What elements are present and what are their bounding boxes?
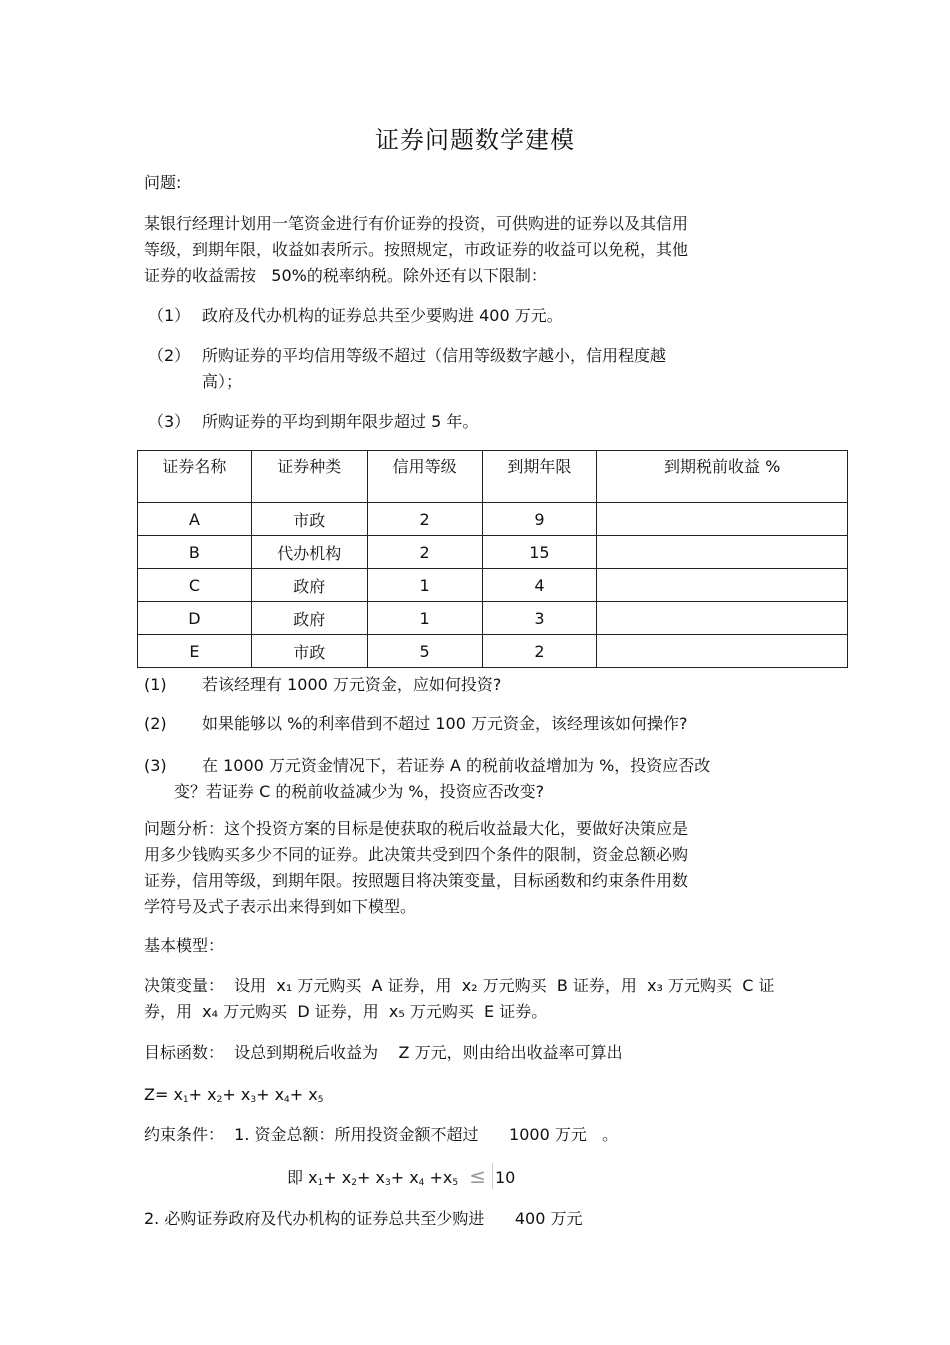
question-text: 在 1000 万元资金情况下，若证券 A 的税前收益增加为 %，投资应否改 xyxy=(202,756,711,775)
securities-table xyxy=(137,450,848,668)
objective-formula: $Z= x_1+ x_2+ x_3+ x_4+ x_5$ xyxy=(144,1085,324,1105)
cell-maturity: 9 xyxy=(482,503,597,536)
objective-paragraph: 目标函数： 设总到期税后收益为 Z 万元，则由给出收益率可算出 xyxy=(144,1043,623,1062)
cell-credit: 5 xyxy=(367,635,482,668)
header-yield: 到期税前收益 % xyxy=(597,451,848,503)
cell-yield xyxy=(597,602,848,635)
cell-type: 政府 xyxy=(251,569,367,602)
header-maturity: 到期年限 xyxy=(482,451,597,503)
question-number: (1) xyxy=(144,675,167,694)
table-row xyxy=(138,503,848,536)
basic-model-heading: 基本模型： xyxy=(144,936,225,955)
cell-credit: 2 xyxy=(367,503,482,536)
question-text: 若该经理有 1000 万元资金，应如何投资? xyxy=(202,675,502,694)
constraint-2-line: 2. 必购证券政府及代办机构的证券总共至少购进 400 万元 xyxy=(144,1209,583,1228)
cell-name: D xyxy=(138,602,252,635)
question-text-continued: 变？若证券 C 的税前收益减少为 %，投资应否改变? xyxy=(174,782,545,801)
cell-maturity: 3 xyxy=(482,602,597,635)
leq-symbol: ≤ xyxy=(463,1163,493,1189)
table-row xyxy=(138,635,848,668)
formula-term: $x_5$ xyxy=(308,1085,324,1105)
formula-term: $x_4$ xyxy=(274,1085,290,1105)
table-header-row xyxy=(138,451,848,503)
constraint-text: 政府及代办机构的证券总共至少要购进 400 万元。 xyxy=(202,306,563,325)
cell-yield xyxy=(597,536,848,569)
cell-maturity: 15 xyxy=(482,536,597,569)
cell-maturity: 4 xyxy=(482,569,597,602)
document-title: 证券问题数学建模 xyxy=(375,126,575,154)
cell-name: C xyxy=(138,569,252,602)
formula-term: $x_1$ xyxy=(173,1085,189,1105)
budget-inequality: 即 $x_1+ x_2+ x_3+ x_4 +x_5 \le 10$ xyxy=(287,1164,516,1188)
table-row xyxy=(138,536,848,569)
cell-yield xyxy=(597,503,848,536)
formula-term: $x_3$ xyxy=(240,1085,257,1105)
cell-maturity: 2 xyxy=(482,635,597,668)
constraint-text: 所购证券的平均到期年限步超过 5 年。 xyxy=(202,412,479,431)
constraint-number: （2） xyxy=(148,346,191,365)
constraint-number: （1） xyxy=(148,306,191,325)
table-row xyxy=(138,602,848,635)
cell-type: 代办机构 xyxy=(251,536,367,569)
cell-credit: 1 xyxy=(367,569,482,602)
header-name: 证券名称 xyxy=(138,451,252,503)
problem-label: 问题: xyxy=(144,173,182,192)
cell-credit: 1 xyxy=(367,602,482,635)
cell-type: 市政 xyxy=(251,635,367,668)
formula-term: $x_1$ xyxy=(308,1168,324,1188)
cell-type: 市政 xyxy=(251,503,367,536)
inequality-rhs: 10 xyxy=(494,1168,516,1187)
formula-term: $x_2$ xyxy=(341,1168,357,1188)
cell-name: B xyxy=(138,536,252,569)
analysis-paragraph: 问题分析：这个投资方案的目标是使获取的税后收益最大化，要做好决策应是 用多少钱购买多少不同的证券。此决策共受到四个条件的限制，资金总额必购 证券，信用等级，到期年限。按照题目将决策变量，目标函数和约束条件用数 学符号及式子表示出来得到如下模型。 xyxy=(144,819,689,916)
cell-type: 政府 xyxy=(251,602,367,635)
cell-yield xyxy=(597,635,848,668)
header-type: 证券种类 xyxy=(251,451,367,503)
cell-credit: 2 xyxy=(367,536,482,569)
question-number: (3) xyxy=(144,756,167,775)
cell-name: E xyxy=(138,635,252,668)
formula-term: $x_5$ xyxy=(442,1168,459,1188)
constraint-text: 所购证券的平均信用等级不超过（信用等级数字越小，信用程度越 xyxy=(202,346,667,365)
formula-lhs: Z= xyxy=(144,1085,174,1104)
constraint-number: （3） xyxy=(148,412,191,431)
question-text: 如果能够以 %的利率借到不超过 100 万元资金，该经理该如何操作? xyxy=(202,714,688,733)
constraint-section-title: 约束条件： 1. 资金总额：所用投资金额不超过 1000 万元 。 xyxy=(144,1125,619,1144)
question-number: (2) xyxy=(144,714,167,733)
formula-term: $x_4$ xyxy=(409,1168,425,1188)
header-credit: 信用等级 xyxy=(367,451,482,503)
intro-paragraph: 某银行经理计划用一笔资金进行有价证券的投资，可供购进的证券以及其信用 等级，到期年限，收益如表所示。按照规定，市政证券的收益可以免税，其他 证券的收益需按 50%的税率纳税。除外还有以下限制： xyxy=(144,214,689,285)
cell-name: A xyxy=(138,503,252,536)
cell-yield xyxy=(597,569,848,602)
table-row xyxy=(138,569,848,602)
formula-term: $x_3$ xyxy=(375,1168,391,1188)
decision-variables-paragraph: 决策变量： 设用 x₁ 万元购买 A 证券，用 x₂ 万元购买 B 证券，用 x₃ 万元购买 C 证 券，用 x₄ 万元购买 D 证券，用 x₅ 万元购买 E 证券。 xyxy=(144,976,775,1021)
formula-term: $x_2$ xyxy=(207,1085,223,1105)
constraint-text-continued: 高）； xyxy=(202,372,243,391)
inequality-prefix: 即 xyxy=(287,1168,309,1187)
